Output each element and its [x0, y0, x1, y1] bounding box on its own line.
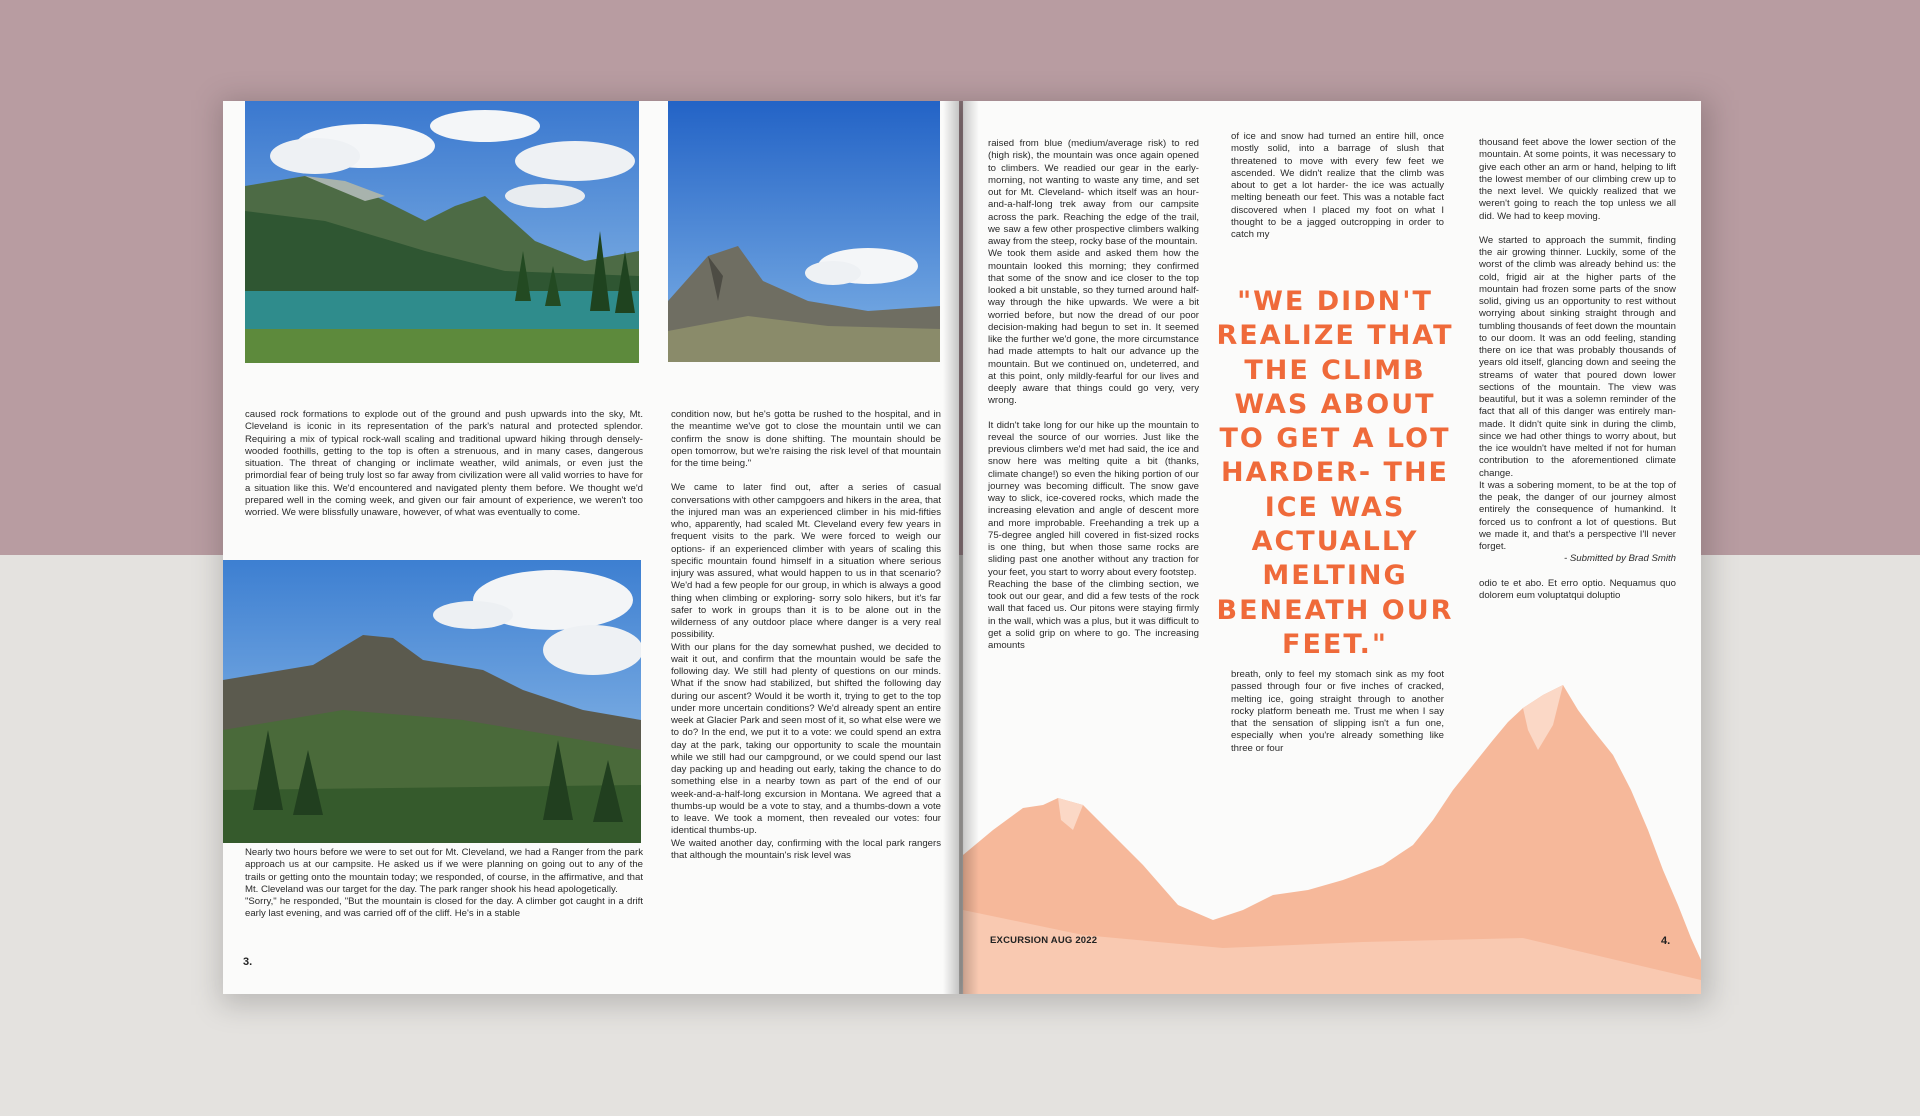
photo-lake-mountains [245, 101, 639, 363]
right-column-1 [988, 138, 1199, 652]
issue-folio: EXCURSION AUG 2022 [990, 935, 1098, 946]
paragraph: With our plans for the day somewhat pushed, we decided to wait it out, and confirm that the mountain would be safe the following day. We still had plenty of questions on our minds. What if the snow had stabilized, but shifted the following day during our ascent? Would it be worth it, trying to get to the top under more uncertain conditions? We'd already spent an entire week at Glacier Park and seen most of it, so what else were we to do? In the end, we put it to a vote: we could spend an extra day at the park, taking our opportunity to scale the mountain while we still had our campground, or we could spend our last day packing up and heading out early, taking the chance to do something else in a nearby town as part of the end of our week-and-a-half-long excursion in Montana. We agreed that a thumbs-up would be a vote to stay, and a thumbs-down a vote to leave. We took a moment, then revealed our votes: four identical thumbs-up. [671, 641, 941, 837]
author-credit: - Submitted by Brad Smith [1564, 553, 1676, 565]
paragraph: odio te et abo. Et erro optio. Nequamus quo dolorem eum voluptatqui doluptio [1479, 577, 1676, 601]
left-column-1-lower [245, 847, 643, 921]
paragraph: We took them aside and asked them how the mountain looked this morning; they confirmed that some of the snow and ice closer to the top looked a bit unstable, so they turned around half-way through the hike upwards. We were a bit worried before, but now the dread of our poor decision-making had begun to set in. It seemed like the further we'd gone, the more circumstance had made attempts to halt our advance up the mountain. But we continued on, undeterred, and at this point, only mildly-fearful for our lives and deeply aware that things could go very, very wrong. [988, 248, 1199, 407]
pull-quote: "WE DIDN'T REALIZE THAT THE CLIMB WAS ABOUT TO GET A LOT HARDER- THE ICE WAS ACTUALLY MELTING BENEATH OUR FEET." [1216, 286, 1454, 660]
photo-peak-sky [668, 101, 940, 362]
right-column-3 [1479, 137, 1676, 602]
left-column-1 [245, 409, 643, 519]
paragraph: Nearly two hours before we were to set out for Mt. Cleveland, we had a Ranger from the park approach us at our campsite. He asked us if we were planning on going out to any of the trails or getting onto the mountain today; we responded, of course, in the affirmative, and that Mt. Cleveland was our target for the day. The park ranger shook his head apologetically. [245, 847, 643, 895]
paragraph: It was a sobering moment, to be at the top of the peak, the danger of our journey almost entirely the consequence of humankind. It forced us to confront a lot of questions. But we made it, and that's a perspective I'll never forget. [1479, 479, 1676, 552]
paragraph: Reaching the base of the climbing section, we took out our gear, and did a few tests of the rock wall that faced us. Our pitons were staying firmly in the wall, which was a plus, but it was difficult to get a solid grip on where to go. The increasing amounts [988, 578, 1199, 651]
right-column-2-lower [1231, 669, 1444, 755]
left-column-2 [671, 409, 941, 862]
photo-rock-ridge-forest [223, 560, 641, 843]
page-number-left: 3. [243, 956, 253, 968]
paragraph: condition now, but he's gotta be rushed to the hospital, and in the meantime we've got to close the mountain until we can confirm the snow is done shifting. The mountain should be open tomorrow, but we're raising the risk level of that mountain for the time being." [671, 409, 941, 469]
paragraph: "Sorry," he responded, "But the mountain is closed for the day. A climber got caught in a drift early last evening, and was carried off of the cliff. He's in a stable [245, 896, 643, 920]
paragraph: We started to approach the summit, finding the air growing thinner. Luckily, some of the worst of the climb was already behind us: the cold, frigid air at the higher parts of the mountain had frozen some parts of the snow solid, giving us an opportunity to rest without worrying about sinking straight through and tumbling thousands of feet down the mountain to our doom. It was an odd feeling, standing there on ice that was probably thousands of years old itself, glancing down and seeing the streams of water that poured down lower sections of the mountain. The view was beautiful, but it was a solemn reminder of the fact that all of this danger was entirely man-made. It didn't quite sink in during the climb, since we had other things to worry about, but the ice wouldn't have melted if not for human contribution to the aforementioned climate change. [1479, 234, 1676, 479]
spine-gutter [943, 101, 979, 994]
page-number-right: 4. [1661, 935, 1671, 947]
paragraph: We waited another day, confirming with the local park rangers that although the mountain's risk level was [671, 837, 941, 861]
paragraph: caused rock formations to explode out of the ground and push upwards into the sky, Mt. Cleveland is iconic in its representation of the park's natural and protected splendor. Requiring a mix of typical rock-wall scaling and traditional upward hiking through densely-wooded foothills, getting to the top is often a strenuous, and in many cases, dangerous situation. The threat of changing or inclimate weather, wild animals, or even just the primordial fear of being truly lost so far away from civilization were all valid worries to have for a situation like this. We'd encountered and navigated plenty them before. We thought we'd prepared well in the coming week, and given our fair amount of experience, we weren't too worried. We were blissfully unaware, however, of what was eventually to come. [245, 409, 643, 518]
right-column-2 [1231, 131, 1444, 241]
paragraph: It didn't take long for our hike up the mountain to reveal the source of our worries. Just like the previous climbers we'd met had said, the ice and snow here was melting quite a bit (thanks, climate change!) so even the hiking portion of our journey was becoming difficult. The snow gave way to slick, ice-covered rocks, which made the increasing elevation and angle of descent more and more improbable. Freehanding a trek up a 75-degree angled hill covered in fist-sized rocks is one thing, but when those same rocks are sliding past one another without any traction for your feet, you start to worry about every footstep. [988, 419, 1199, 578]
paragraph: breath, only to feel my stomach sink as my foot passed through four or five inches of cracked, melting ice, going straight through to another rocky platform beneath me. Trust me when I say that the sensation of slipping isn't a fun one, especially when you're already something like three or four [1231, 669, 1444, 754]
paragraph: of ice and snow had turned an entire hill, once mostly solid, into a barrage of slush that threatened to move with every few feet we ascended. We didn't realize that the climb was about to get a lot harder- the ice was actually melting beneath our feet. This was a notable fact discovered when I placed my foot on what I thought to be a jagged outcropping in order to catch my [1231, 131, 1444, 240]
paragraph: thousand feet above the lower section of the mountain. At some points, it was necessary to give each other an arm or hand, helping to lift the lowest member of our climbing crew up to the next level. We quickly realized that we weren't going to reach the top unless we all did. We had to keep moving. [1479, 137, 1676, 222]
paragraph: We came to later find out, after a series of casual conversations with other campgoers and hikers in the area, that the injured man was an experienced climber in his mid-fifties who, apparently, had scaled Mt. Cleveland every few years in frequent visits to the park. We were forced to weigh our options- if an experienced climber with years of scaling this specific mountain found himself in a situation where serious injury was assured, what would happen to us in that scenario? We'd had a few people for our group, in which is always a good thing when climbing or exploring- sorry solo hikers, but it's far safer to work in groups than it is to be alone out in the wilderness of any outdoor place where danger is a very real possibility. [671, 482, 941, 641]
paragraph: raised from blue (medium/average risk) to red (high risk), the mountain was once again opened to climbers. We readied our gear in the early-morning, not wanting to waste any time, and set out for Mt. Cleveland- which itself was an hour-and-a-half-long trek away from our campsite across the park. Reaching the edge of the trail, we saw a few other prospective climbers walking away from the steep, rocky base of the mountain. [988, 138, 1199, 247]
